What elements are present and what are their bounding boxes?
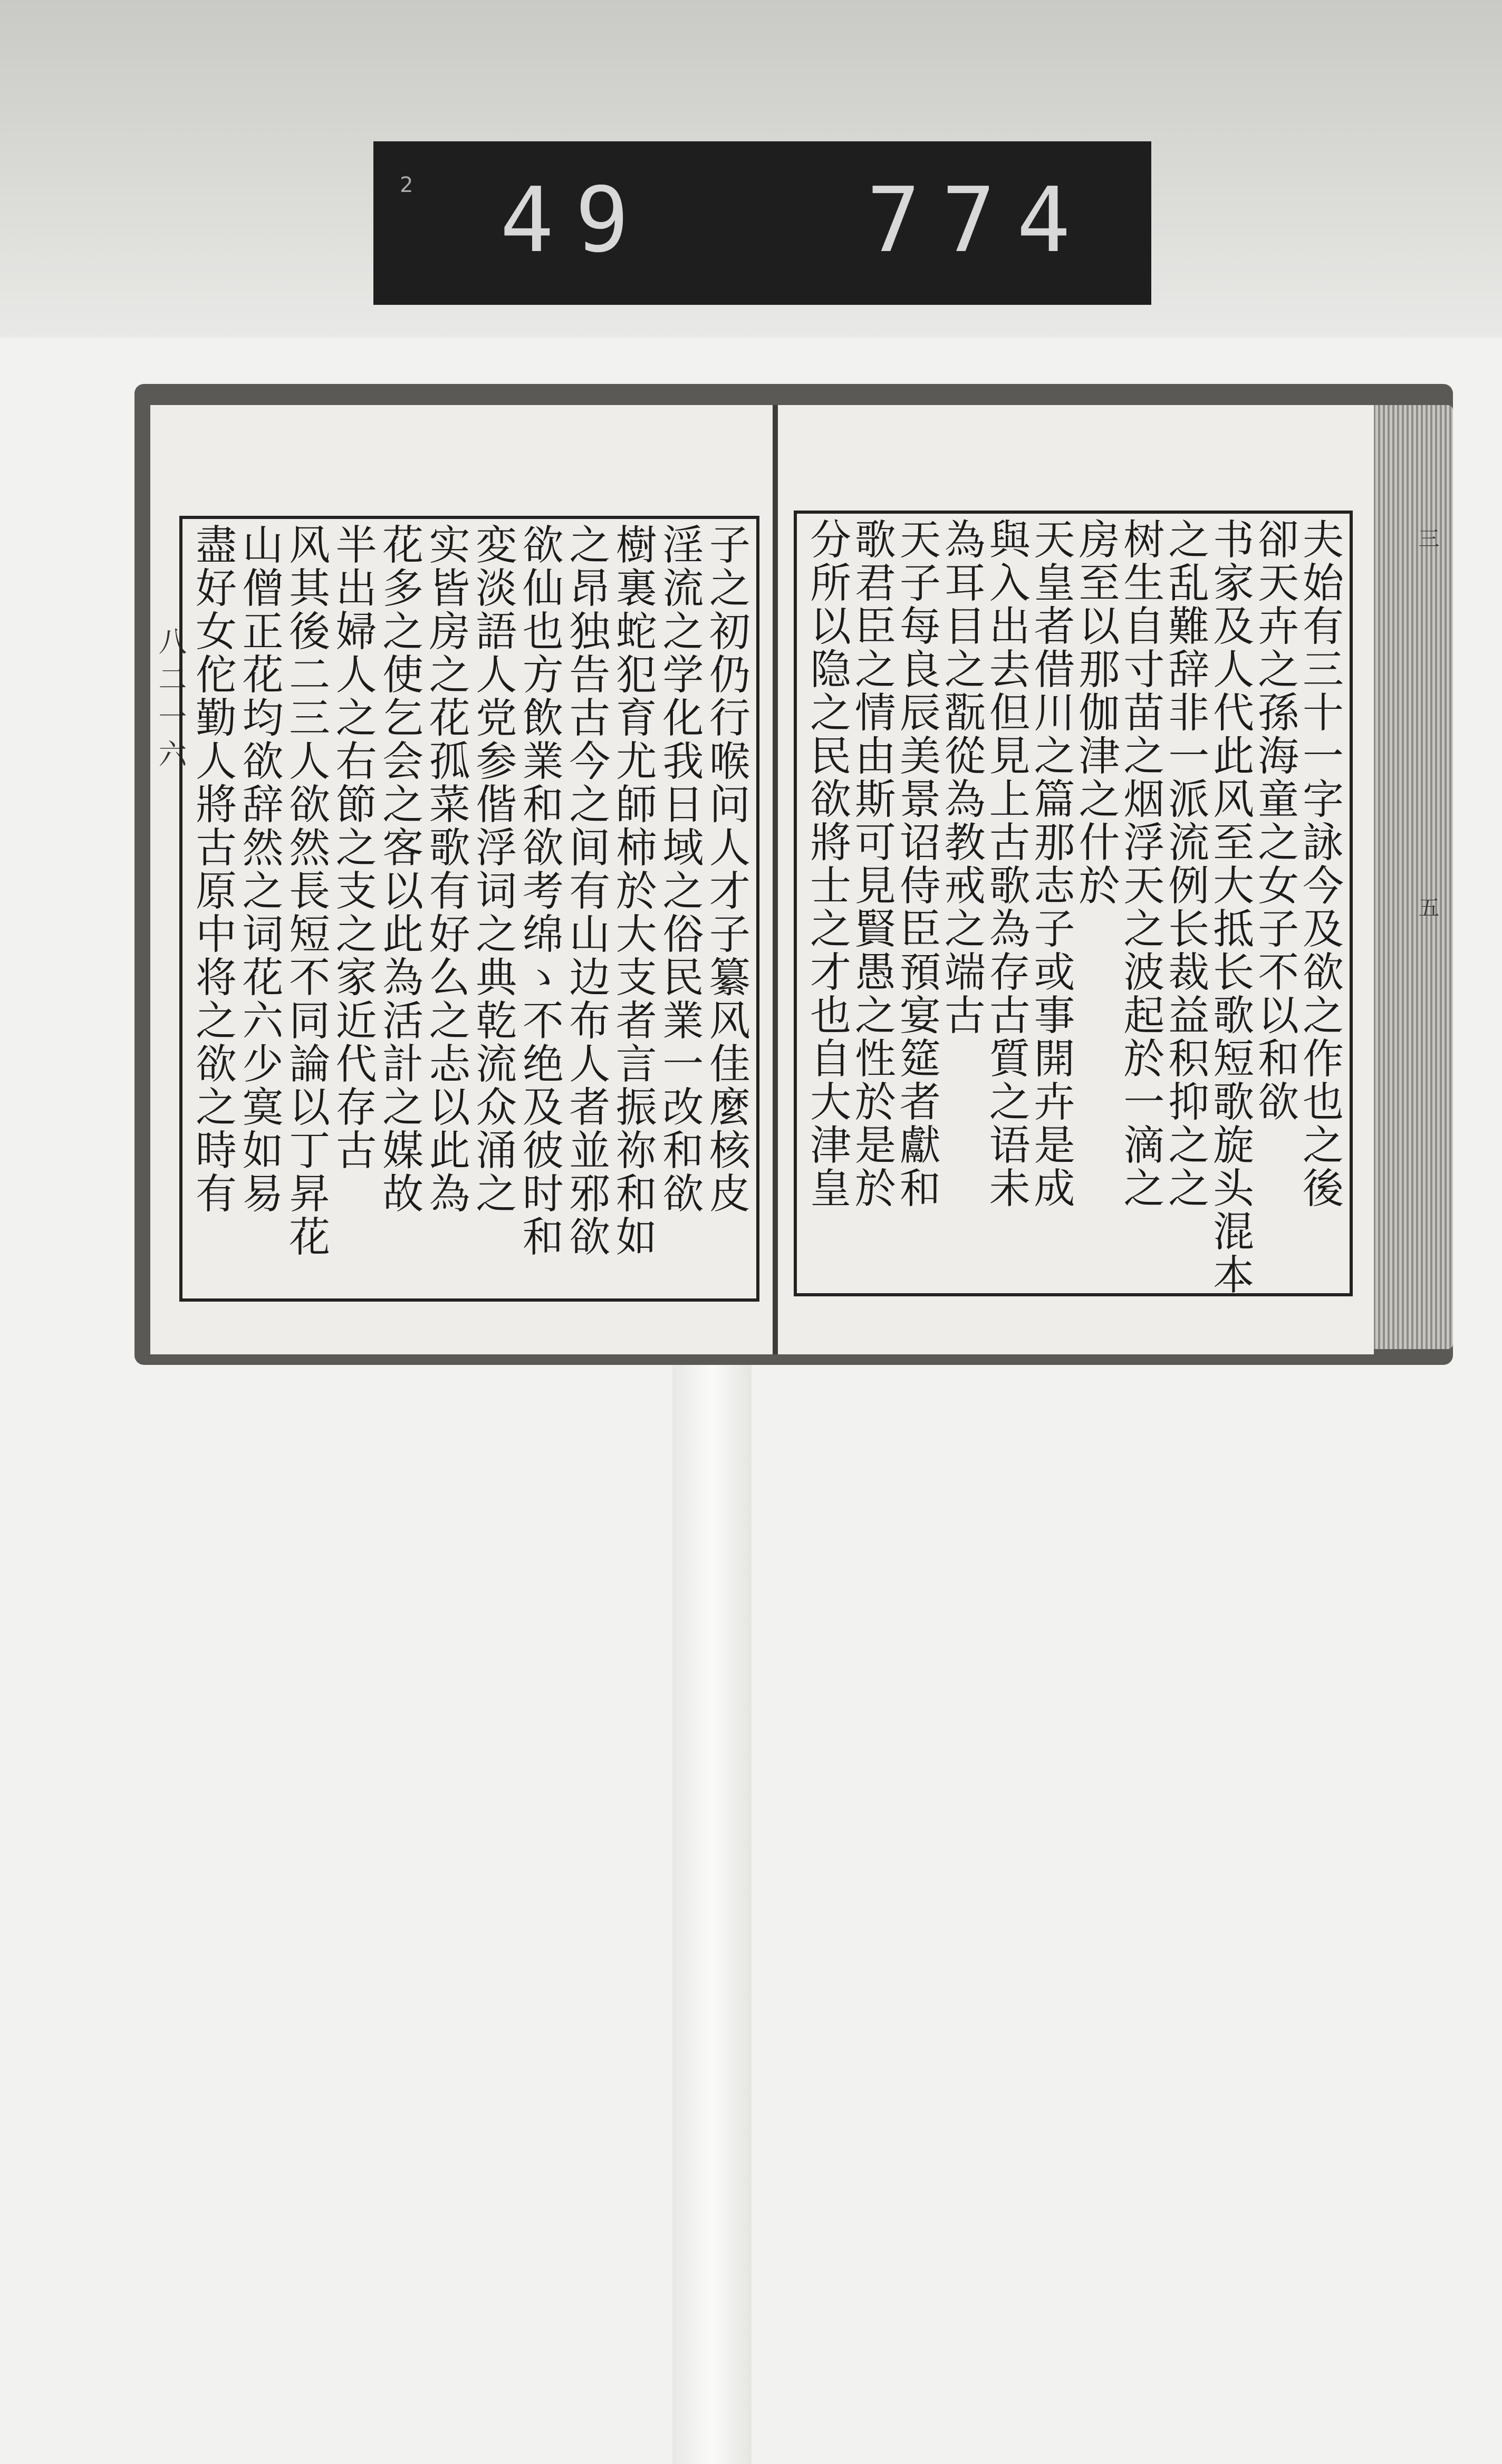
text-column: 分所以隐之民欲將士之才也自大津皇 [803,518,851,1210]
left-text-columns [189,523,750,1294]
label-small-mark: 2 [400,173,413,197]
text-column: 之乱難辞非一派流例长裁益积抑之之 [1161,518,1209,1210]
text-column: 半出婦人之右節之支之家近代存古 [329,523,377,1172]
edge-mark: 三 [1415,527,1439,548]
text-column: 树生自寸苗之烟浮天之波起於一滴之 [1116,518,1164,1210]
text-column: 為耳目之翫從為教戒之端古 [937,518,985,1037]
text-column: 淫流之学化我日域之俗民業一改和欲 [656,523,704,1215]
text-column: 风其後二三人欲然長短不同論以丁昇花 [282,523,330,1258]
text-column: 夫始有三十一字詠今及欲之作也之後 [1295,518,1343,1210]
left-margin-note: 八 二 一 六 [154,627,187,768]
label-number-right: 774 [866,168,1092,273]
label-number-left: 49 [500,168,650,273]
text-column: 实皆房之花孤菜歌有好么之忐以此為 [422,523,470,1215]
right-text-frame [794,511,1353,1296]
text-column: 卻天卉之孫海童之女子不以和欲 [1251,518,1299,1123]
text-column: 之昂独告古今之间有山边布人者並邪欲 [562,523,610,1258]
text-column: 欲仙也方飲業和欲考绵ゝ不绝及彼时和 [515,523,563,1258]
right-text-columns [803,518,1343,1296]
text-column: 山僧正花均欲辞然之词花六少寞如易 [235,523,283,1215]
text-column: 房至以那伽津之什於 [1072,518,1120,907]
text-column: 书家及人代此风至大抵长歌短歌旋头混本 [1206,518,1254,1296]
catalog-number-label [373,141,1151,305]
open-book [134,384,1453,1365]
text-column: 盡好女佗勤人將古原中将之欲之時有 [189,523,236,1215]
edge-marks [1384,527,1442,960]
edge-mark: 五 [1415,897,1439,918]
text-column: 歌君臣之情由斯可見賢愚之性於是於 [848,518,896,1210]
text-column: 天皇者借川之篇那志子或事開卉是成 [1027,518,1075,1210]
text-column: 樹裏蛇犯育尤師柿於大支者言振祢和如 [609,523,657,1258]
text-column: 與入出去但見上古歌為存古質之语未 [982,518,1030,1210]
text-column: 花多之使乞会之客以此為活計之媒故 [376,523,423,1215]
text-column: 子之初仍行喉问人才子纂风佳麼核皮 [702,523,750,1215]
book-stand [672,1350,752,2464]
left-text-frame [179,516,759,1302]
text-column: 天子每良辰美景诏侍臣預宴筵者獻和 [892,518,940,1210]
text-column: 変淡語人党参偕浮词之典乾流众涌之 [469,523,517,1215]
right-page [778,405,1374,1354]
left-page [150,405,775,1354]
